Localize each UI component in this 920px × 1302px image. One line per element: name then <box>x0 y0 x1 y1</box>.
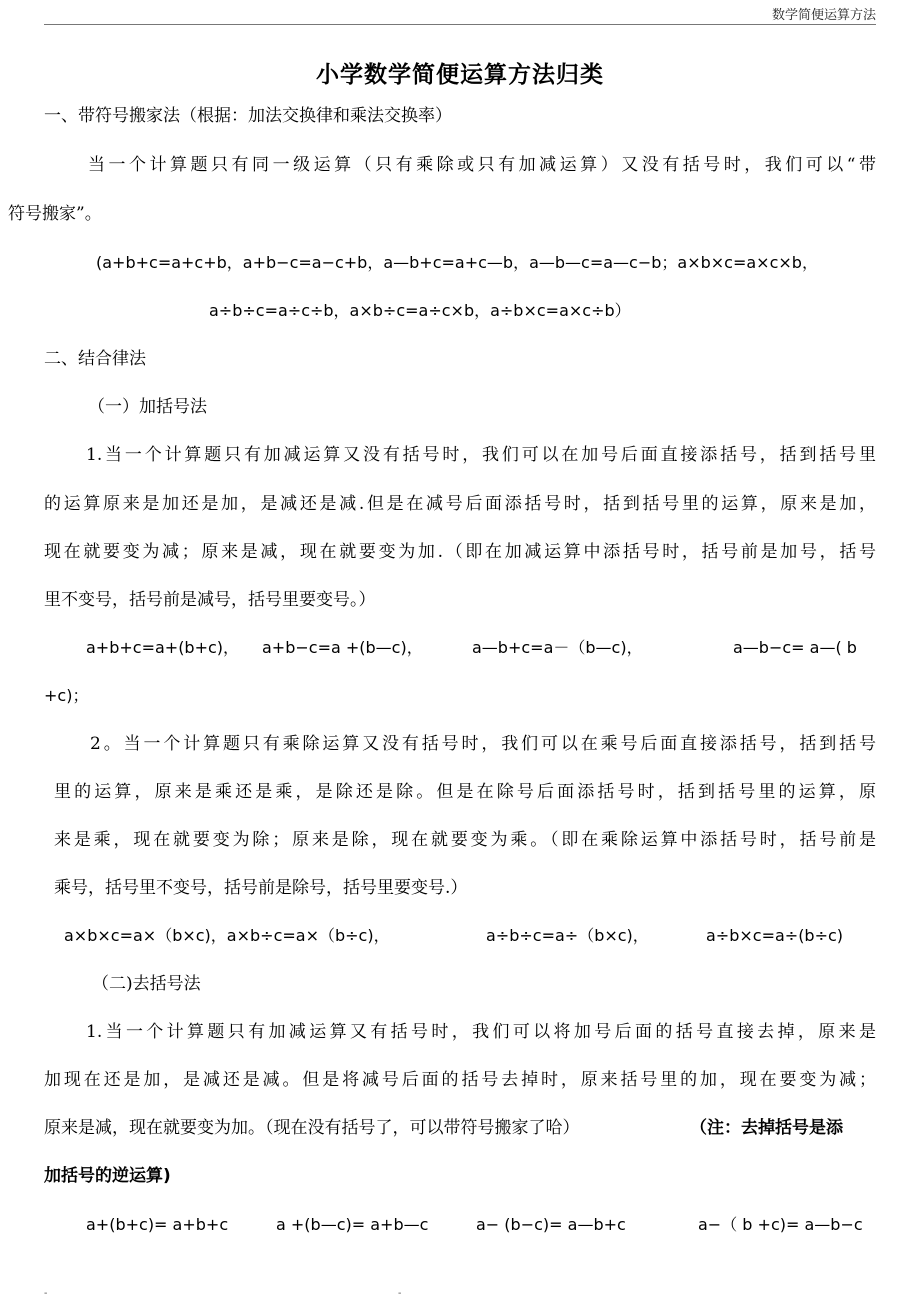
add-brackets-p2-line2: 里的运算，原来是乘还是乘，是除还是除。但是在除号后面添括号时，括到括号里的运算，原 <box>54 782 876 802</box>
add-brackets-p1-line1: 1.当一个计算题只有加减运算又没有括号时，我们可以在加号后面直接添括号，括到括号里 <box>86 445 876 465</box>
section1-paragraph-line2: 符号搬家”。 <box>8 204 102 224</box>
section1-heading: 一、带符号搬家法（根据：加法交换律和乘法交换率） <box>44 106 452 126</box>
section1-formula-line2: a÷b÷c=a÷c÷b，a×b÷c=a÷c×b，a÷b×c=a×c÷b） <box>209 301 631 320</box>
footer-mark-center: - <box>398 1288 402 1299</box>
section1-paragraph-line1: 当一个计算题只有同一级运算（只有乘除或只有加减运算）又没有括号时，我们可以“带 <box>88 155 876 175</box>
add-brackets-p2-line1: 2。当一个计算题只有乘除运算又没有括号时，我们可以在乘号后面直接添括号，括到括号 <box>90 734 876 754</box>
section1-formula-line1: (a+b+c=a+c+b，a+b−c=a−c+b，a—b+c=a+c—b，a—b—c=a—c−b；a×b×c=a×c×b， <box>96 253 818 272</box>
add-brackets-formula-1: a+b+c=a+(b+c)， <box>86 638 240 657</box>
mul-div-formula-2: a÷b÷c=a÷（b×c)， <box>486 926 649 945</box>
add-brackets-p1-line3: 现在就要变为减；原来是减，现在就要变为加.（即在加减运算中添括号时，括号前是加号，括号 <box>44 542 876 562</box>
footer-mark-left: - <box>44 1288 48 1299</box>
remove-brackets-note-part2: 加括号的逆运算) <box>44 1166 171 1186</box>
page-title: 小学数学简便运算方法归类 <box>316 62 604 88</box>
subsection-remove-brackets-heading: （二)去括号法 <box>92 974 201 994</box>
remove-brackets-note-part1: （注：去掉括号是添 <box>690 1118 843 1138</box>
add-brackets-formula-3: a—b+c=a－（b—c)， <box>472 638 643 657</box>
section2-heading: 二、结合律法 <box>44 349 146 369</box>
mul-div-formula-1: a×b×c=a×（b×c)，a×b÷c=a×（b÷c)， <box>64 926 390 945</box>
remove-brackets-p1-line3: 原来是减，现在就要变为加。（现在没有括号了，可以带符号搬家了哈） <box>44 1118 580 1138</box>
running-header: 数学简便运算方法 <box>771 8 876 23</box>
add-brackets-p2-line4: 乘号，括号里不变号，括号前是除号，括号里要变号.） <box>54 878 468 898</box>
remove-brackets-formula-2: a +(b—c)= a+b—c <box>276 1215 429 1234</box>
remove-brackets-p1-line1: 1.当一个计算题只有加减运算又有括号时，我们可以将加号后面的括号直接去掉，原来是 <box>86 1022 876 1042</box>
add-brackets-formula-continuation: +c)； <box>44 686 89 705</box>
add-brackets-p1-line4: 里不变号，括号前是减号，括号里要变号。） <box>44 590 376 610</box>
add-brackets-p2-line3: 来是乘，现在就要变为除；原来是除，现在就要变为乘。（即在乘除运算中添括号时，括号前是 <box>54 830 876 850</box>
mul-div-formula-3: a÷b×c=a÷(b÷c) <box>706 926 844 945</box>
remove-brackets-formula-4: a−（ b +c)= a—b−c <box>698 1215 863 1234</box>
header-divider <box>44 24 876 25</box>
remove-brackets-formula-1: a+(b+c)= a+b+c <box>86 1215 229 1234</box>
subsection-add-brackets-heading: （一）加括号法 <box>88 397 207 417</box>
remove-brackets-formula-3: a− (b−c)= a—b+c <box>476 1215 626 1234</box>
add-brackets-formula-4: a—b−c= a—( b <box>733 638 857 657</box>
add-brackets-p1-line2: 的运算原来是加还是加，是减还是减.但是在减号后面添括号时，括到括号里的运算，原来是加， <box>44 494 876 514</box>
add-brackets-formula-2: a+b−c=a +(b—c)， <box>262 638 423 657</box>
remove-brackets-p1-line2: 加现在还是加，是减还是减。但是将减号后面的括号去掉时，原来括号里的加，现在要变为减； <box>44 1070 876 1090</box>
